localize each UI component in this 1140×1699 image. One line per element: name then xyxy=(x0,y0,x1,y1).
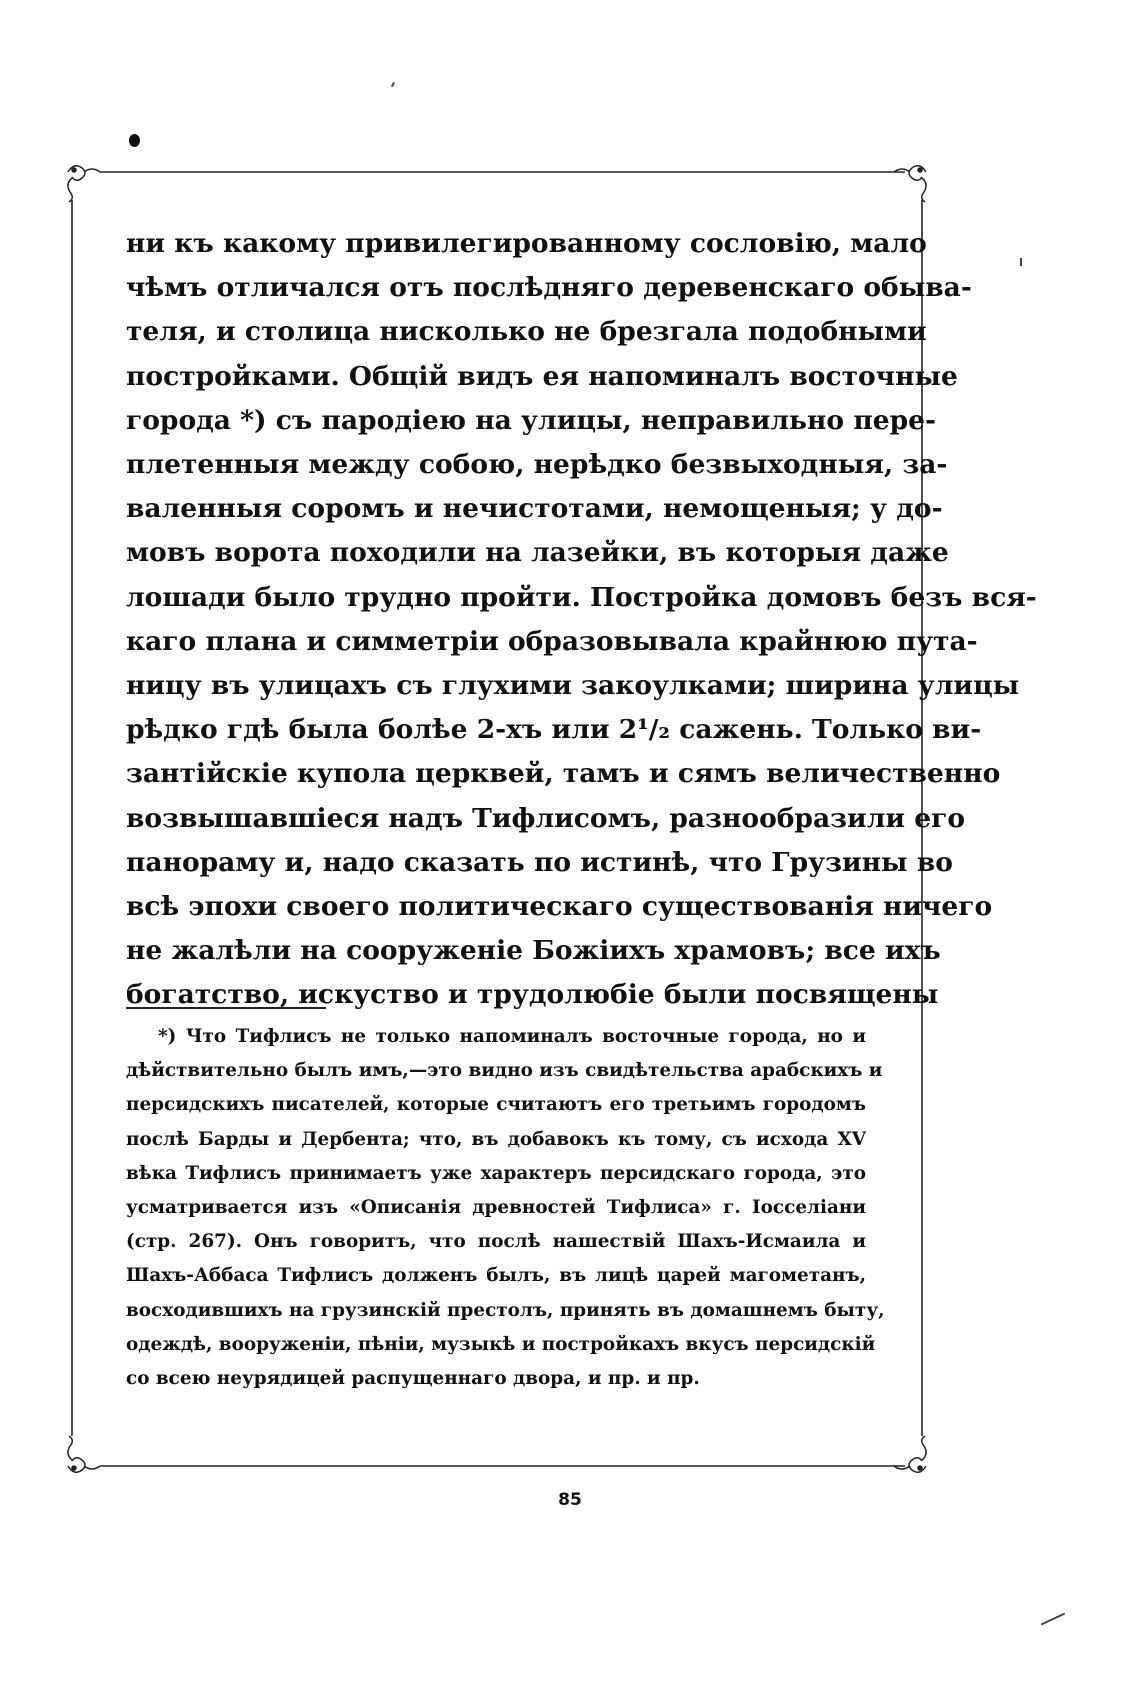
ink-speck xyxy=(1020,258,1022,266)
main-text-line: зантійскіе купола церквей, тамъ и сямъ величественно xyxy=(126,758,1001,790)
footnote-line: со всею неурядицей распущеннаго двора, и пр. и пр. xyxy=(126,1368,700,1390)
main-text-line: каго плана и симметріи образовывала крайнюю пута- xyxy=(126,625,978,657)
main-text-line: теля, и столица нисколько не брезгала подобными xyxy=(126,316,927,348)
footnote-line: усматривается изъ «Описанія древностей Тифлиса» г. Іосселіани xyxy=(126,1197,866,1219)
footnote-line: восходившихъ на грузинскій престолъ, принять въ домашнемъ быту, xyxy=(126,1299,885,1321)
footnote-line: дѣйствительно былъ имъ,—это видно изъ свидѣтельства арабскихъ и xyxy=(126,1060,883,1082)
main-text-line: города *) съ пародіею на улицы, неправильно пере- xyxy=(126,404,936,436)
corner-ornament-top-left xyxy=(68,166,100,202)
main-text-line: лошади было трудно пройти. Постройка домовъ безъ вся- xyxy=(126,581,1037,613)
page-number: 85 xyxy=(558,1490,582,1510)
main-text-line: рѣдко гдѣ была болѣе 2-хъ или 2¹/₂ сажень. Только ви- xyxy=(126,714,982,746)
main-text-line: не жалѣли на сооруженіе Божіихъ храмовъ; все ихъ xyxy=(126,935,941,967)
footnote-line: персидскихъ писателей, которые считаютъ его третьимъ городомъ xyxy=(126,1094,866,1116)
main-text-line: постройками. Общій видъ ея напоминалъ восточные xyxy=(126,360,958,392)
footnote-line: вѣка Тифлисъ принимаетъ уже характеръ персидскаго города, это xyxy=(126,1162,866,1184)
main-text-line: ницу въ улицахъ съ глухими закоулками; ширина улицы xyxy=(126,670,1020,702)
corner-ornament-bottom-left xyxy=(68,1436,100,1472)
corner-ornament-top-right xyxy=(894,166,926,202)
footnote-line: одеждѣ, вооруженіи, пѣніи, музыкѣ и постройкахъ вкусъ персидскій xyxy=(126,1333,876,1355)
main-text-line: панораму и, надо сказать по истинѣ, что Грузины во xyxy=(126,846,953,878)
footnote-separator xyxy=(126,1007,326,1009)
footnote-line: *) Что Тифлисъ не только напоминалъ восточные города, но и xyxy=(158,1026,866,1047)
footnote-block xyxy=(126,1020,885,1396)
main-text-line: валенныя соромъ и нечистотами, немощеныя; у до- xyxy=(126,493,943,525)
main-text-line: всѣ эпохи своего политическаго существованія ничего xyxy=(126,891,993,923)
main-text-line: возвышавшіеся надъ Тифлисомъ, разнообразили его xyxy=(126,802,966,834)
main-text-block xyxy=(126,222,1037,1018)
footnote-line: Шахъ-Аббаса Тифлисъ долженъ былъ, въ лицѣ царей магометанъ, xyxy=(126,1265,866,1287)
main-text-line: мовъ ворота походили на лазейки, въ которыя даже xyxy=(126,537,949,569)
main-text-line: плетенныя между собою, нерѣдко безвыходныя, за- xyxy=(126,449,948,481)
footnote-line: послѣ Барды и Дербента; что, въ добавокъ къ тому, съ исхода XV xyxy=(126,1128,866,1150)
footnote-line: (стр. 267). Онъ говоритъ, что послѣ нашествій Шахъ-Исмаила и xyxy=(126,1231,866,1253)
main-text-line: богатство, искуство и трудолюбіе были посвящены xyxy=(126,979,939,1011)
main-text-line: чѣмъ отличался отъ послѣдняго деревенскаго обыва- xyxy=(126,272,972,304)
main-text-line: ни къ какому привилегированному сословію, мало xyxy=(126,228,927,259)
corner-ornament-bottom-right xyxy=(894,1436,926,1472)
